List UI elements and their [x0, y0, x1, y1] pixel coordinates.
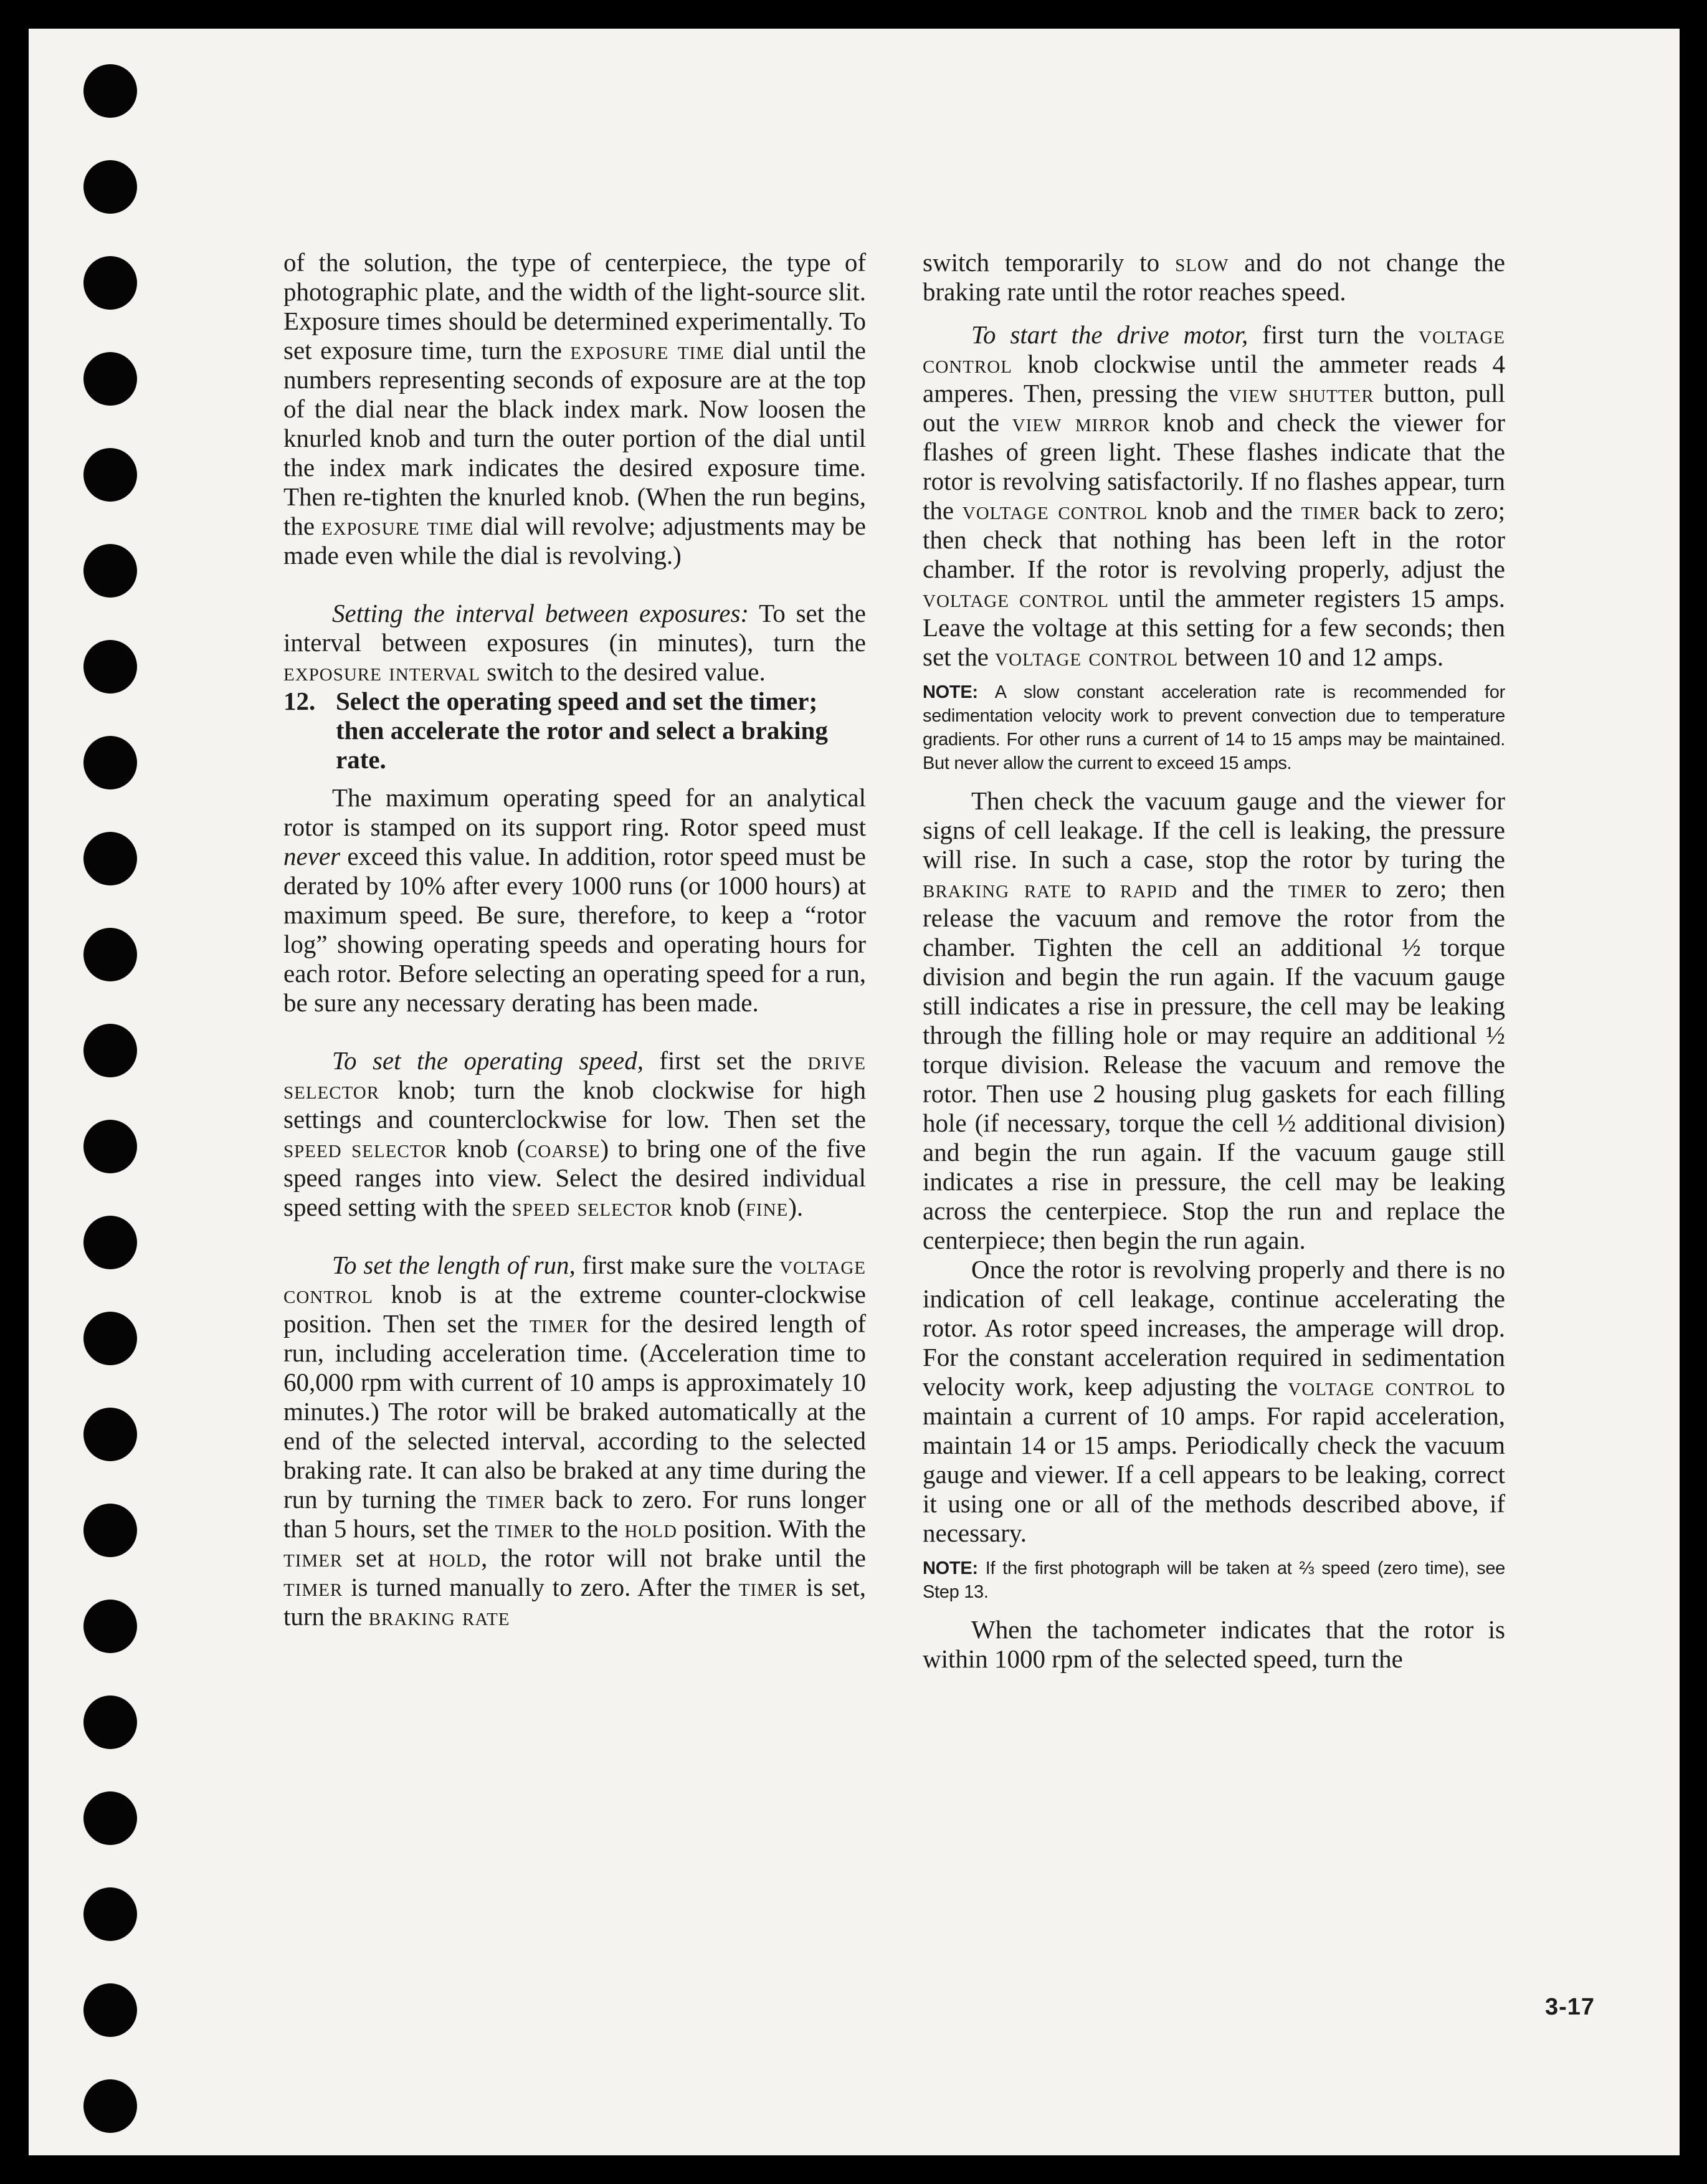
- operating-speed-paragraph: To set the operating speed, first set the drive selector knob; turn the knob clockwise for high settings and counterclockwise for low. Then set the speed selector knob (coarse) to bring one of the five speed ranges into view. Select the desired individual speed setting with the speed selector knob (fine).: [283, 1046, 866, 1221]
- binder-hole: [83, 1120, 137, 1173]
- binder-hole: [83, 448, 137, 502]
- binder-hole: [83, 928, 137, 981]
- binder-hole: [83, 160, 137, 214]
- binder-hole: [83, 2079, 137, 2133]
- cell-leakage-paragraph: Then check the vacuum gauge and the viewer for signs of cell leakage. If the cell is leaking, the pressure will rise. In such a case, stop the rotor by turing the braking rate to rapid and the timer to zero; then release the vacuum and remove the rotor from the chamber. Tighten the cell an additional ½ torque division and begin the run again. If the vacuum gauge still indicates a rise in pressure, the cell may be leaking through the filling hole or may require an additional ½ torque division. Release the vacuum and remove the rotor. Then use 2 housing plug gaskets for each filling hole (if necessary, torque the cell ½ additional division) and begin the run again. If the vacuum gauge still indicates a rise in pressure, the cell may be leaking across the centerpiece. Stop the run and replace the centerpiece; then begin the run again.: [923, 786, 1505, 1254]
- page-number: 3-17: [1545, 1994, 1595, 2020]
- binder-hole: [83, 1695, 137, 1749]
- step-12-heading: 12. Select the operating speed and set the timer; then accelerate the rotor and select a braking rate.: [283, 687, 828, 774]
- binder-hole: [83, 640, 137, 694]
- binder-hole: [83, 1024, 137, 1077]
- note-first-photograph: NOTE: If the first photograph will be taken at ⅔ speed (zero time), see Step 13.: [923, 1558, 1505, 1602]
- binder-hole: [83, 544, 137, 598]
- start-drive-motor-paragraph: To start the drive motor, first turn the voltage control knob clockwise until the ammeter reads 4 amperes. Then, pressing the view shutter button, pull out the view mirror knob and check the viewer for flashes of green light. These flashes indicate that the rotor is revolving satisfactorily. If no flashes appear, turn the voltage control knob and the timer back to zero; then check that nothing has been left in the rotor chamber. If the rotor is revolving properly, adjust the voltage control until the ammeter registers 15 amps. Leave the voltage at this setting for a few seconds; then set the voltage control between 10 and 12 amps.: [923, 320, 1506, 671]
- binder-hole: [83, 1504, 137, 1557]
- binder-hole: [83, 1312, 137, 1365]
- binder-hole: [83, 352, 137, 406]
- binder-hole: [83, 256, 137, 310]
- left-column: [283, 248, 866, 1631]
- binder-hole: [83, 1791, 137, 1845]
- max-speed-paragraph: The maximum operating speed for an analytical rotor is stamped on its support ring. Rotor speed must never exceed this value. In addition, rotor speed must be derated by 10% after every 1000 runs (or 1000 hours) at maximum speed. Be sure, therefore, to keep a “rotor log” showing operating speeds and operating hours for each rotor. Before selecting an operating speed for a run, be sure any necessary derating has been made.: [283, 783, 866, 1017]
- continue-accelerating-paragraph: Once the rotor is revolving properly and there is no indication of cell leakage, continue accelerating the rotor. As rotor speed increases, the amperage will drop. For the constant acceleration required in sedimentation velocity work, keep adjusting the voltage control to maintain a current of 10 amps. For rapid acceleration, maintain 14 or 15 amps. Periodically check the vacuum gauge and viewer. If a cell appears to be leaking, correct it using one or all of the methods described above, if necessary.: [923, 1255, 1505, 1547]
- binder-hole: [83, 1408, 137, 1461]
- tachometer-paragraph: When the tachometer indicates that the rotor is within 1000 rpm of the selected speed, turn the: [923, 1615, 1505, 1673]
- binder-hole: [83, 1983, 137, 2037]
- note-acceleration: NOTE: A slow constant acceleration rate is recommended for sedimentation velocity work to prevent convection due to temperature gradients. For other runs a current of 14 to 15 amps may be maintained. But never allow the current to exceed 15 amps.: [923, 682, 1505, 773]
- right-column: [923, 248, 1505, 1674]
- binder-hole: [83, 1216, 137, 1269]
- binder-hole: [83, 1600, 137, 1653]
- binder-hole: [83, 1887, 137, 1941]
- braking-rate-paragraph: switch temporarily to slow and do not change the braking rate until the rotor reaches speed.: [923, 248, 1506, 306]
- binder-hole: [83, 736, 137, 789]
- exposure-time-paragraph: of the solution, the type of centerpiece, the type of photographic plate, and the width of the light-source slit. Exposure times should be determined experimentally. To set exposure time, turn the exposure time dial until the numbers representing seconds of exposure are at the top of the dial near the black index mark. Now loosen the knurled knob and turn the outer portion of the dial until the index mark indicates the desired exposure time. Then re-tighten the knurled knob. (When the run begins, the exposure time dial will revolve; adjustments may be made even while the dial is revolving.): [283, 248, 866, 570]
- length-of-run-paragraph: To set the length of run, first make sure the voltage control knob is at the extreme counter-clockwise position. Then set the timer for the desired length of run, including acceleration time. (Acceleration time to 60,000 rpm with current of 10 amps is approximately 10 minutes.) The rotor will be braked automatically at the end of the selected interval, according to the selected braking rate. It can also be braked at any time during the run by turning the timer back to zero. For runs longer than 5 hours, set the timer to the hold position. With the timer set at hold, the rotor will not brake until the timer is turned manually to zero. After the timer is set, turn the braking rate: [283, 1251, 867, 1631]
- binder-hole: [83, 64, 137, 118]
- binder-hole: [83, 832, 137, 885]
- exposure-interval-paragraph: Setting the interval between exposures: To set the interval between exposures (in minutes), turn the exposure interval switch to the desired value.: [283, 599, 866, 686]
